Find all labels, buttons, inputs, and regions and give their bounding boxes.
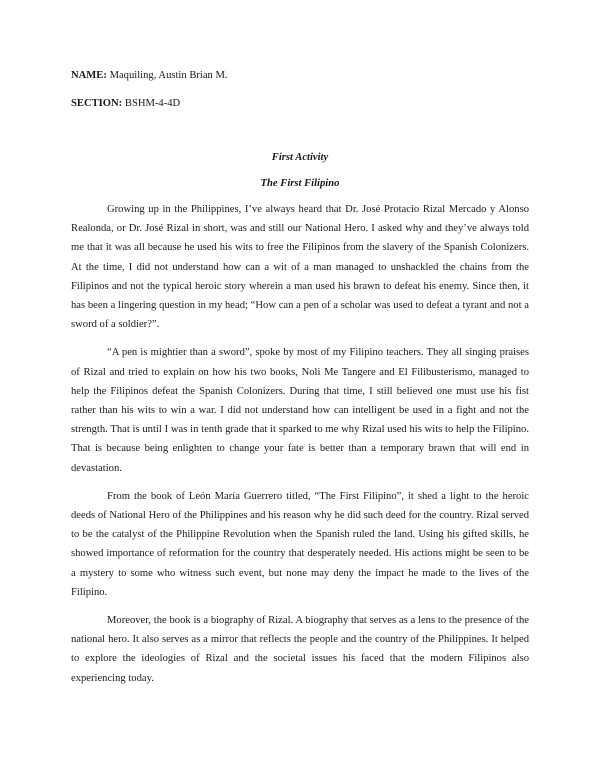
section-value: BSHM-4-4D [124,98,181,109]
name-label: NAME: [71,70,107,81]
paragraph: From the book of León María Guerrero titled, “The First Filipino”, it shed a light to the heroic deeds of National Hero of the Philippines and his reason why he did such deed for the country. Rizal served to be the catalyst of the Philippine Revolution when the Spanish ruled the land. Using his gifted skills, he showed importance of reformation for the country that desperately needed. His actions might be seen to be a mystery to some who witness such event, but none may deny the impact he made to the lives of the Filipino. [71,490,529,598]
paragraph: Growing up in the Philippines, I’ve always heard that Dr. José Protacio Rizal Mercado y Alonso Realonda, or Dr. José Rizal in short, was and still our National Hero. I asked why and they’ve always told me that it was all because he used his wits to free the Filipinos from the slavery of the Spanish Colonizers. At the time, I did not understand how can a wit of a man managed to unshackled the chains from the Filipinos and not the typical heroic story wherein a man used his brawn to defeat his enemy. Since then, it has been a lingering question in my head; “How can a pen of a scholar was used to defeat a tyrant and not a sword of a soldier?”. [71,204,529,331]
essay-body [71,200,529,697]
name-line [71,66,228,85]
section-line [71,94,180,113]
section-label: SECTION: [71,98,123,109]
activity-heading: First Activity [271,152,329,163]
paragraph: Moreover, the book is a biography of Rizal. A biography that serves as a lens to the presence of the national hero. It also serves as a mirror that reflects the people and the country of the Philippines. It helped to explore the ideologies of Rizal and the societal issues his faced that the modern Filipinos also experiencing today. [71,615,529,684]
name-value: Maquiling, Austin Brian M. [109,70,228,81]
paragraph: “A pen is mightier than a sword”, spoke by most of my Filipino teachers. They all singing praises of Rizal and tried to explain on how his two books, Noli Me Tangere and El Filibusterismo, managed to help the Filipinos defeat the Spanish Colonizers. During that time, I still believed one must use his fist rather than his wits to win a war. I did not understand how can intelligent be used in a fight and not the strength. That is until I was in tenth grade that it sparked to me why Rizal used his wits to help the Filipino. That is because being enlighten to change your fate is better than a temporary brawn that will end in devastation. [71,347,529,474]
essay-title: The First Filipino [260,178,340,189]
